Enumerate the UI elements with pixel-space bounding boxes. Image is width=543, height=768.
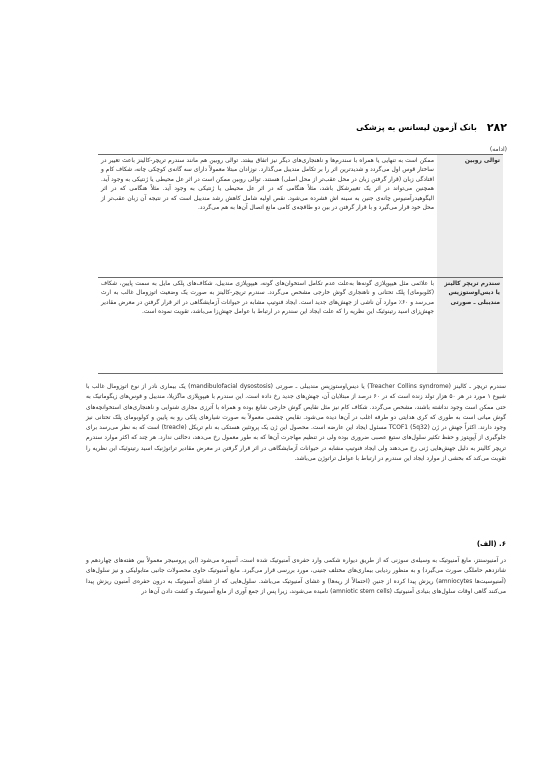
table-row — [98, 278, 503, 374]
running-title: بانک آزمون لیسانس به پزشکی — [356, 122, 477, 132]
body-paragraph: سندرم تریچر ـ کالینز (Treacher Collins syndrome) یا دیس‌اوستوزیس مندیبلی ـ صورتی (mandibulofacial dysostosis) یک بیماری نادر از نوع اتوزومال غالب با شیوع ۱ مورد در هر ۵۰ هزار تولد زنده است که در ۶۰ درصد از مبتلایان آن، جهش‌های جدید رخ داده است. این سندرم با هیپوپلازی ماگزیلا، مندیبل و قوس‌های زیگوماتیک به حتی ممکن است وجود نداشته باشند، مشخص می‌گردد. شکاف کام نیز مثل نقایص گوش خارجی شایع بوده و همراه با آترزی مجاری شنوایی و ناهنجاری‌های استخوانچه‌های گوش میانی است به طوری که کری هدایتی دو طرفه اغلب در آن‌ها دیده می‌شود. نقایص چشمی معمولاً به صورت شیارهای پلکی رو به پایین و کولوبومای پلک تحتانی نیز وجود دارند. اکثراً جهش در ژن TCOF1 (5q32) مسئول ایجاد این عارضه است. محصول این ژن یک پروتئین هستکی به نام تریکل (treacle) است که به نظر می‌رسد برای جلوگیری از آپوپتوز و حفظ تکثیر سلول‌های ستیغ عصبی ضروری بوده ولی در تنظیم مهاجرت آن‌ها که به طور معمول رخ می‌دهد، دخالتی ندارد. هر چند که اکثر موارد سندرم تریچر کالینز به دلیل جهش‌هایی ژنی رخ می‌دهند ولی ایجاد فنوتیپ مشابه در حیوانات آزمایشگاهی در اثر قرار گرفتن در معرض مقادیر تراتوژنیک اسید رتینوئیک این نظریه را تقویت می‌کند که بخشی از موارد ایجاد این سندرم در ارتباط با عوامل تراتوژن می‌باشد. — [86, 384, 507, 463]
syndrome-table — [98, 154, 503, 374]
page-number: ۲۸۲ — [486, 120, 507, 134]
description-cell: ممکن است به تنهایی یا همراه با سندرم‌ها و ناهنجاری‌های دیگر نیز اتفاق بیفتد. توالی روبین هم مانند سندرم تریچر-کالینز باعث تغییر در ساختار قوس اول می‌گردد و شدیدترین اثر را بر تکامل مندیبل می‌گذارد. نوزادان مبتلا معمولاً دارای سه گانه‌ی کوچکی چانه، شکاف کام و افتادگی زبان (قرار گرفتن زبان در محل عقب‌تر از محل اصلی) هستند. توالی روبین ممکن است در اثر عل محیطی یا ژنتیکی به وجود آید. همچنین می‌تواند در اثر یک تغییرشکل باشد، مثلاً هنگامی که در اثر عل محیطی یا ژنتیکی به وجود آید. مثلاً هنگامی که در اثر الیگوهیدرآمنیوس چانه‌ی جنین به سینه اش فشرده می‌شود. نقص اولیه شامل کاهش رشد مندیبل است که در نتیجه آن زبان عقب‌تر از محل خود قرار می‌گیرد و با قرار گرفتن در بین دو طاقچه‌ی کامی مانع اتصال آن‌ها به هم می‌گردد. — [98, 155, 437, 278]
table-row — [98, 155, 503, 278]
answer-heading: ۶. (الف) — [476, 540, 506, 548]
term-cell: سندرم تریچر کالینز یا دیس‌اوستوزیس مندیبلی ـ صورتی — [437, 278, 503, 374]
term-cell: توالی روبین — [437, 155, 503, 278]
description-cell: با علائمی مثل هیپوپلازی گونه‌ها به‌علت عدم تکامل استخوان‌های گونه، هیپوپلازی مندیبل، شکاف‌های پلکی مایل به سمت پایین، شکاف (کلوبومای) پلک تحتانی و ناهنجاری گوش خارجی مشخص می‌گردد. سندرم تریچر-کالینز به صورت یک وضعیت اتوزومال غالب به ارث می‌رسد و ۶۰٪ موارد آن ناشی از جهش‌های جدید است. ایجاد فنوتیپ مشابه در حیوانات آزمایشگاهی در اثر قرار گرفتن در معرض مقادیر جهش‌زای اسید رتینوئیک این نظریه را که علت ایجاد این سندرم در ارتباط با عوامل جهش‌زا می‌باشد، تقویت نموده است. — [98, 278, 437, 374]
page-header — [56, 116, 507, 138]
continued-label: (ادامه) — [489, 146, 507, 153]
body-paragraph: در آمنیوسنتز، مایع آمنیوتیک به وسیله‌ی سوزنی که از طریق دیواره شکمی وارد حفره‌ی آمنیوتیک شده است، آسپیره می‌شود (این پروسیجر معمولاً بین هفته‌های چهاردهم و شانزدهم حاملگی صورت می‌گیرد) و به منظور ردیابی بیماری‌های مختلف جنینی، مورد بررسی قرار می‌گیرد. مایع آمنیوتیک حاوی محصولات جانبی متابولیکی و نیز سلول‌های (آمنیوسیت‌ها amniocytes) ریزش پیدا کرده از جنین (احتمالاً از ریه‌ها) و غشای آمنیوتیک می‌باشد. سلول‌هایی که از غشای آمنیوتیک به درون حفره‌ی آمنیون ریزش پیدا می‌کنند گاهی اوقات سلول‌های بنیادی آمنیوتیک (amniotic stem cells) نامیده می‌شوند، زیرا پس از جمع آوری از مایع آمنیوتیک و کشت دادن آن‌ها در — [86, 558, 506, 595]
